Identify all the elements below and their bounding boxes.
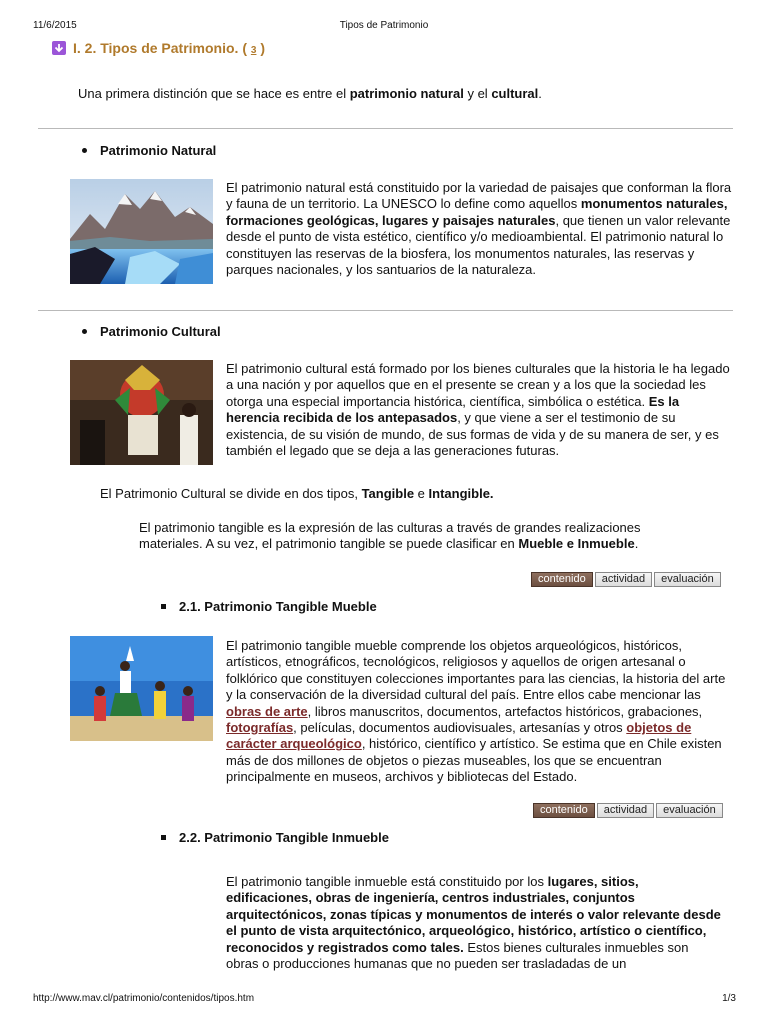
nav-actividad-button[interactable]: actividad [597, 803, 654, 818]
section-nav [531, 572, 721, 587]
bullet-square-icon [161, 604, 166, 609]
heading-cultural: Patrimonio Cultural [82, 324, 221, 339]
natural-paragraph: El patrimonio natural está constituido por la variedad de paisajes que conforman la flora y fauna de un territorio. La UNESCO lo define como aquellos monumentos naturales, formaciones geológicas, lugares y paisajes naturales, que tienen un valor relevante desde el punto de vista estético, científico y/o medioambiental. El patrimonio natural lo constituyen las reservas de la biosfera, los monumentos naturales, las reservas y parques nacionales, y los santuarios de la naturaleza. [226, 180, 732, 278]
footnote-link[interactable]: 3 [250, 45, 257, 56]
objetos-arqueologicos-link[interactable]: objetos de carácter arqueológico [226, 720, 692, 752]
section-title-close: ) [260, 40, 266, 56]
inmueble-paragraph: El patrimonio tangible inmueble está constituido por los lugares, sitios, edificaciones, obras de ingeniería, centros industriales, conjuntos arquitectónicos, zonas típicas y monumentos de interés o valor relevante desde el punto de vista arquitectónico, arqueológico, histórico, artístico o científico, reconocidos y registrados como tales. Estos bienes culturales inmuebles son obras o producciones humanas que no pueden ser trasladadas de un [226, 874, 721, 972]
page-number: 1/3 [722, 993, 736, 1004]
divider [38, 310, 733, 311]
section-title [52, 40, 265, 56]
section-title-text: I. 2. Tipos de Patrimonio. ( [73, 40, 247, 56]
nav-actividad-button[interactable]: actividad [595, 572, 652, 587]
heading-mueble: 2.1. Patrimonio Tangible Mueble [161, 599, 377, 614]
intro-paragraph: Una primera distinción que se hace es entre el patrimonio natural y el cultural. [78, 86, 542, 101]
nav-contenido-button[interactable]: contenido [533, 803, 595, 818]
fotografias-link[interactable]: fotografías [226, 720, 294, 736]
folk-dancers-image [70, 636, 213, 741]
print-url: http://www.mav.cl/patrimonio/contenidos/tipos.htm [33, 993, 255, 1004]
bullet-icon [82, 148, 87, 153]
bullet-icon [82, 329, 87, 334]
print-date: 11/6/2015 [33, 20, 77, 31]
heading-inmueble: 2.2. Patrimonio Tangible Inmueble [161, 830, 389, 845]
divide-paragraph: El Patrimonio Cultural se divide en dos tipos, Tangible e Intangible. [100, 486, 494, 501]
tangible-paragraph: El patrimonio tangible es la expresión de las culturas a través de grandes realizaciones materiales. A su vez, el patrimonio tangible se puede clasificar en Mueble e Inmueble. [139, 520, 641, 552]
heading-natural: Patrimonio Natural [82, 143, 216, 158]
bullet-square-icon [161, 835, 166, 840]
mueble-paragraph: El patrimonio tangible mueble comprende los objetos arqueológicos, históricos, artísticos, etnográficos, tecnológicos, religiosos y aquellos de origen artesanal o folklórico que constituyen colecciones importantes para las ciencias, la historia del arte y la conservación de la diversidad cultural del país. Entre ellos cabe mencionar las obras de arte, libros manuscritos, documentos, artefactos históricos, grabaciones, fotografías, películas, documentos audiovisuales, artesanías y otros objetos de carácter arqueológico, histórico, científico y artístico. Se estima que en Chile existen más de dos millones de objetos o piezas museables, los que se encuentran principalmente en museos, archivos y bibliotecas del Estado. [226, 638, 726, 785]
arrow-down-icon[interactable] [52, 41, 66, 55]
nav-evaluacion-button[interactable]: evaluación [654, 572, 721, 587]
print-title: Tipos de Patrimonio [339, 20, 429, 31]
divider [38, 128, 733, 129]
section-nav [533, 803, 723, 818]
nav-contenido-button[interactable]: contenido [531, 572, 593, 587]
festival-dancer-image [70, 360, 213, 465]
obras-de-arte-link[interactable]: obras de arte [226, 703, 308, 719]
cultural-paragraph: El patrimonio cultural está formado por los bienes culturales que la historia le ha legado a una nación y por aquellos que en el presente se crean y a los que la sociedad les otorga una especial importancia histórica, científica, simbólica o estética. Es la herencia recibida de los antepasados, y que viene a ser el testimonio de su existencia, de su visión de mundo, de sus formas de vida y de su manera de ser, y es también el legado que se deja a las generaciones futuras. [226, 361, 730, 459]
mountain-landscape-image [70, 179, 213, 284]
nav-evaluacion-button[interactable]: evaluación [656, 803, 723, 818]
